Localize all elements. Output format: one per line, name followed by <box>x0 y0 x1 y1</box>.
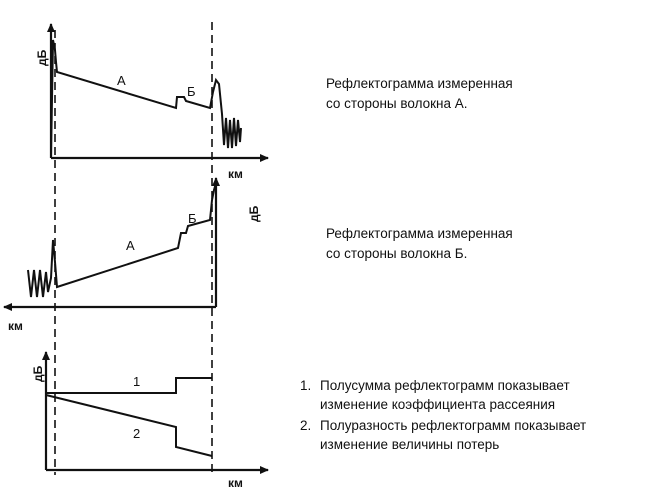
panel-c-curve-1-label: 1 <box>133 374 141 389</box>
panel-c-trace-1 <box>46 378 212 393</box>
panel-c-curve-2-label: 2 <box>133 426 141 441</box>
panel-a-caption-line1: Рефлектограмма измеренная <box>326 76 513 91</box>
note-line: изменение коэффициента рассеяния <box>320 397 556 412</box>
panel-c-xlabel: км <box>228 476 243 490</box>
panel-b-trace <box>28 183 216 297</box>
panel-a <box>35 24 268 181</box>
panel-a-caption-line2: со стороны волокна А. <box>326 96 468 111</box>
note-item <box>300 376 586 414</box>
panel-b-xlabel: км <box>8 319 23 333</box>
panel-a-ylabel: дБ <box>35 49 49 66</box>
note-line: Полуразность рефлектограмм показывает <box>320 418 587 433</box>
notes-list <box>300 376 586 456</box>
panel-a-xlabel: км <box>228 167 243 181</box>
note-line: изменение величины потерь <box>320 437 500 452</box>
panel-c-trace-2 <box>46 395 212 456</box>
panel-b-curve-a-label: А <box>126 238 135 253</box>
note-line: Полусумма рефлектограмм показывает <box>320 378 570 393</box>
panel-a-caption <box>326 74 513 114</box>
panel-b-caption-line1: Рефлектограмма измеренная <box>326 226 513 241</box>
note-number: 1. <box>300 378 312 393</box>
panel-b-curve-b-label: Б <box>188 211 197 226</box>
panel-c-ylabel: дБ <box>31 365 45 382</box>
note-number: 2. <box>300 418 312 433</box>
panel-b-caption-line2: со стороны волокна Б. <box>326 246 468 261</box>
note-item <box>300 416 586 454</box>
panel-a-curve-a-label: А <box>117 73 126 88</box>
panel-c <box>31 352 268 490</box>
panel-b <box>4 178 261 333</box>
panel-b-ylabel: дБ <box>247 205 261 222</box>
panel-b-caption <box>326 224 513 264</box>
panel-a-curve-b-label: Б <box>187 84 196 99</box>
